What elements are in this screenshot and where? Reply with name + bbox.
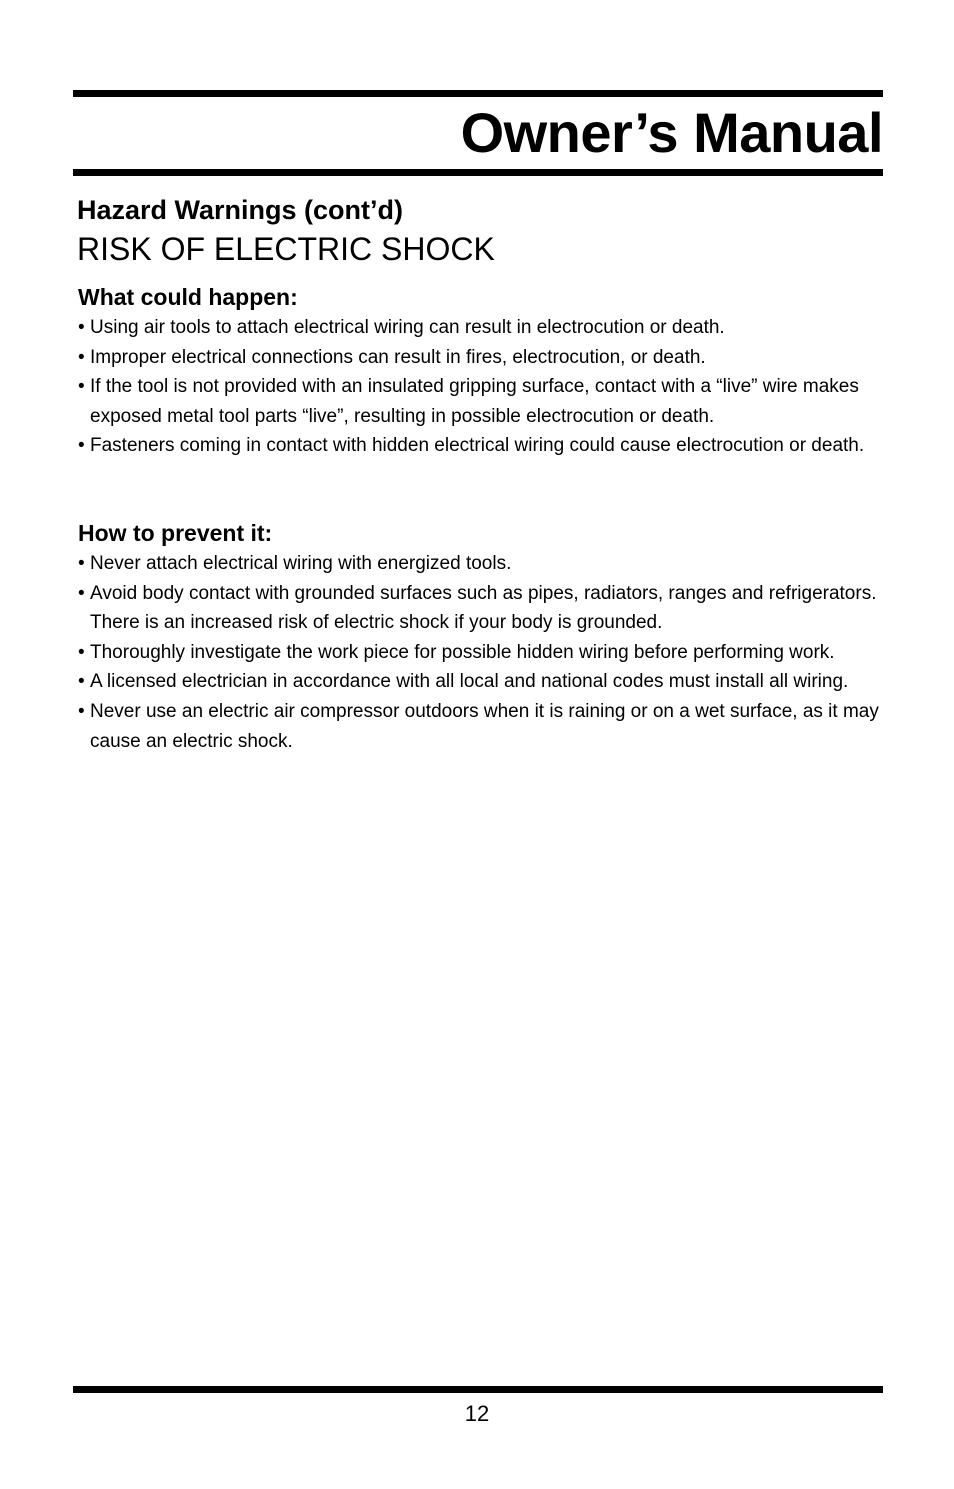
list-item-text: Never attach electrical wiring with energized tools.: [90, 553, 512, 574]
what-could-happen-section: [78, 282, 898, 461]
header-bottom-rule: [73, 169, 883, 176]
page-title: Owner’s Manual: [460, 101, 883, 164]
list-item-text: If the tool is not provided with an insulated gripping surface, contact with a “live” wire makes exposed metal tool parts “live”, resulting in possible electrocution or death.: [90, 376, 859, 427]
section-subheading: RISK OF ELECTRIC SHOCK: [77, 231, 495, 267]
list-item: • A licensed electrician in accordance with all local and national codes must install all wiring.: [78, 671, 849, 693]
list-item: • Avoid body contact with grounded surfaces such as pipes, radiators, ranges and refrigerators. There is an increased risk of electric shock if your body is grounded.: [78, 582, 877, 634]
list-item: • Never attach electrical wiring with energized tools.: [78, 553, 512, 574]
how-to-prevent-section: [78, 518, 898, 756]
list-item-text: Improper electrical connections can result in fires, electrocution, or death.: [90, 346, 706, 368]
how-to-prevent-heading: How to prevent it:: [78, 520, 273, 546]
list-item-text: Fasteners coming in contact with hidden electrical wiring could cause electrocution or death.: [90, 435, 865, 457]
header-top-rule: [73, 90, 883, 97]
section-heading: Hazard Warnings (cont’d): [77, 195, 404, 225]
list-item: • Improper electrical connections can result in fires, electrocution, or death.: [78, 346, 706, 368]
list-item: • If the tool is not provided with an insulated gripping surface, contact with a “live” wire makes exposed metal tool parts “live”, resulting in possible electrocution or death.: [78, 376, 859, 427]
list-item-text: Avoid body contact with grounded surfaces such as pipes, radiators, ranges and refrigerators. There is an increased risk of electric shock if your body is grounded.: [90, 582, 877, 634]
list-item-text: Using air tools to attach electrical wiring can result in electrocution or death.: [90, 317, 725, 338]
how-to-prevent-list: [78, 549, 898, 756]
list-item: • Using air tools to attach electrical wiring can result in electrocution or death.: [78, 317, 725, 338]
footer-rule: [73, 1386, 883, 1393]
list-item: • Never use an electric air compressor outdoors when it is raining or on a wet surface, as it may cause an electric shock.: [78, 700, 879, 752]
what-could-happen-heading: What could happen:: [78, 284, 298, 310]
list-item: • Thoroughly investigate the work piece for possible hidden wiring before performing work.: [78, 641, 835, 663]
list-item-text: A licensed electrician in accordance with all local and national codes must install all wiring.: [90, 671, 849, 693]
list-item-text: Thoroughly investigate the work piece for possible hidden wiring before performing work.: [90, 641, 835, 663]
what-could-happen-list: [78, 313, 898, 461]
list-item: • Fasteners coming in contact with hidden electrical wiring could cause electrocution or death.: [78, 435, 865, 457]
page-number: 12: [464, 1401, 490, 1426]
list-item-text: Never use an electric air compressor outdoors when it is raining or on a wet surface, as it may cause an electric shock.: [90, 700, 879, 752]
